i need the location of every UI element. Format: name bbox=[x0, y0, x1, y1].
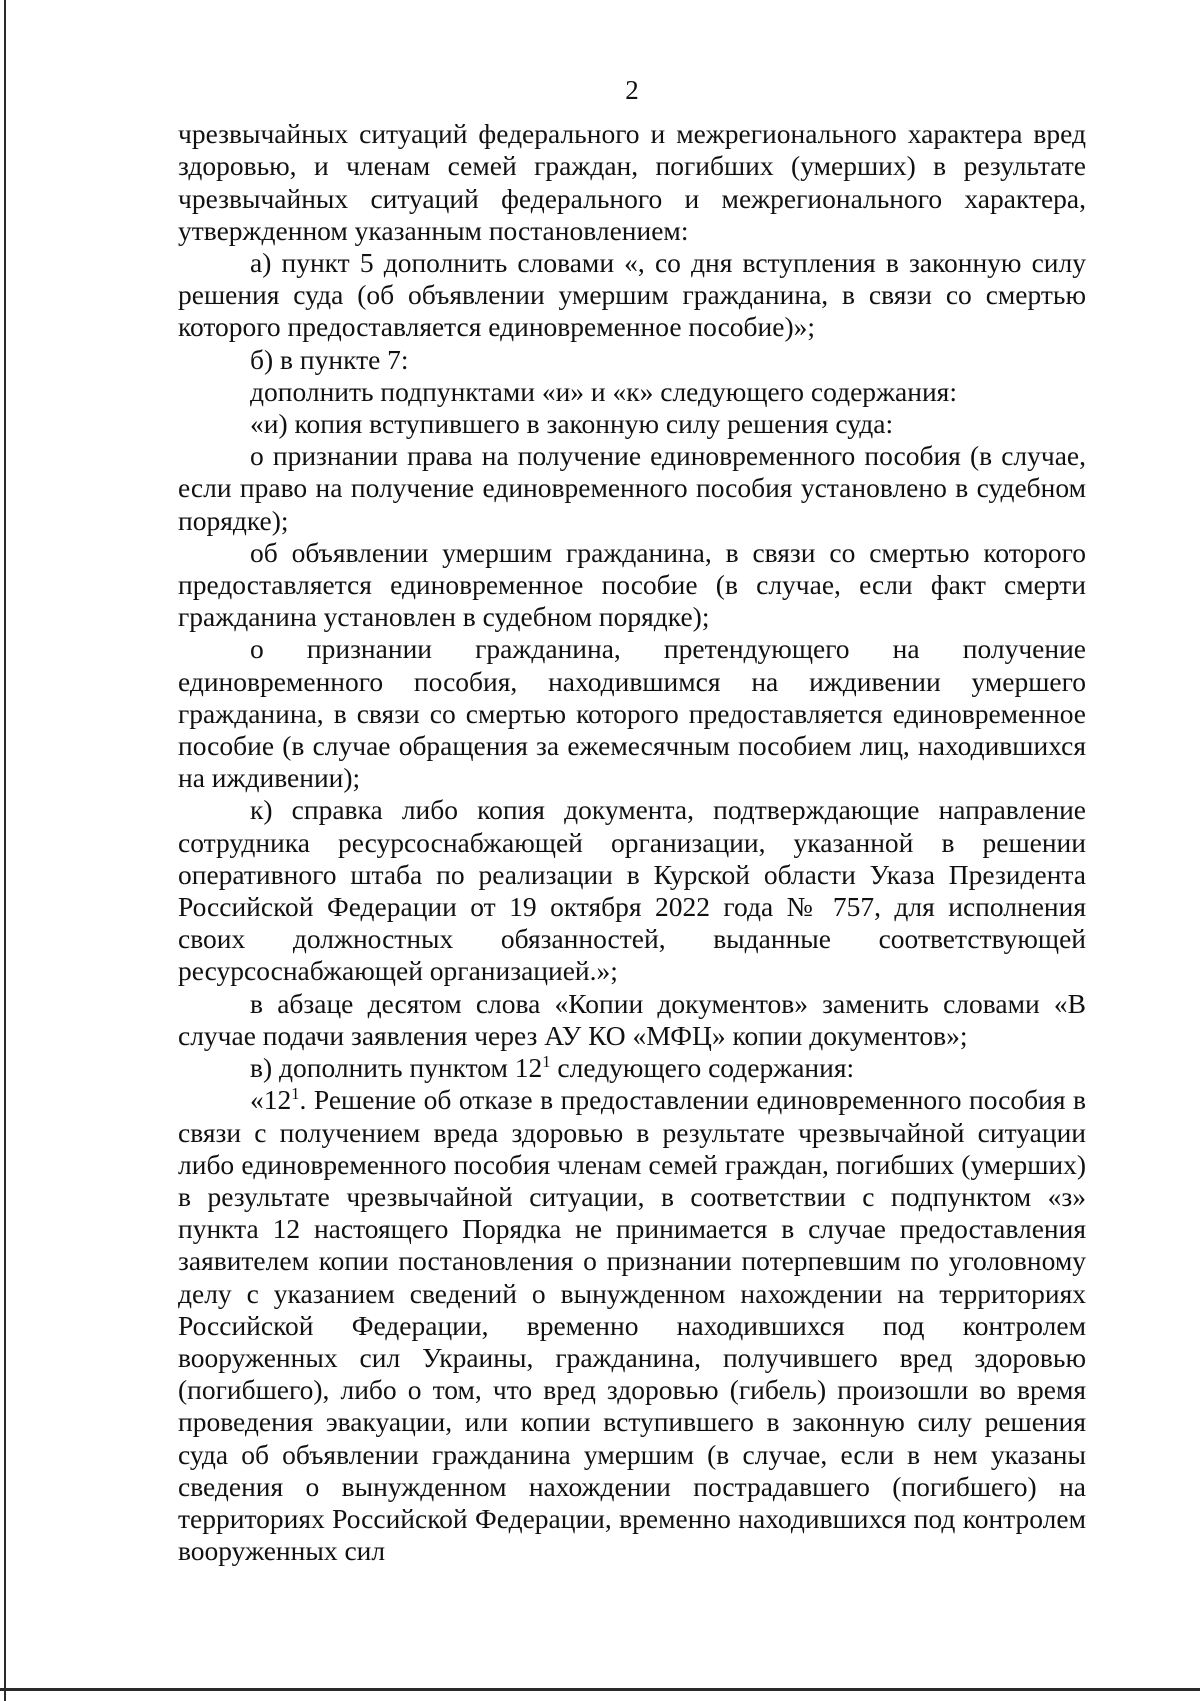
paragraph-tenth-abzac: в абзаце десятом слова «Копии документов» заменить словами «В случае подачи заявления через АУ КО «МФЦ» копии документов»; bbox=[178, 987, 1086, 1051]
paragraph-subitem-k: к) справка либо копия документа, подтверждающие направление сотрудника ресурсоснабжающей организации, указанной в решении оперативного штаба по реализации в Курской области Указа Президента Российской Федерации от 19 октября 2022 года № 757, для исполнения своих должностных обязанностей, выданные соответствующей ресурсоснабжающей организацией.»; bbox=[178, 794, 1086, 987]
paragraph-subitem-i: «и) копия вступившего в законную силу решения суда: bbox=[250, 408, 894, 440]
page-edge-bottom bbox=[0, 1688, 1200, 1691]
item-12-1-text: . Решение об отказе в предоставлении единовременного пособия в связи с получением вреда здоровью в результате чрезвычайной ситуации либо единовременного пособия членам семей граждан, погибших (умерших) в результате чрезвычайной ситуации, в соответствии с подпунктом «з» пункта 12 настоящего Порядка не принимается в случае предоставления заявителем копии постановления о признании потерпевшим по уголовному делу с указанием сведений о вынужденном нахождении на территориях Российской Федерации, временно находившихся под контролем вооруженных сил Украины, гражданина, получившего вред здоровью (погибшего), либо о том, что вред здоровью (гибель) произошли во время проведения эвакуации, или копии вступившего в законную силу решения суда об объявлении гражданина умершим (в случае, если в нем указаны сведения о вынужденном нахождении пострадавшего (погибшего) на территориях Российской Федерации, временно находившихся под контролем вооруженных сил bbox=[178, 1084, 1086, 1567]
paragraph-0: чрезвычайных ситуаций федерального и межрегионального характера вред здоровью, и членам семей граждан, погибших (умерших) в результате чрезвычайных ситуаций федерального и межрегионального характера, утвержденном указанным постановлением: bbox=[178, 118, 1086, 246]
paragraph-amendment-v bbox=[178, 1052, 1086, 1084]
paragraph-amendment-a: а) пункт 5 дополнить словами «, со дня вступления в законную силу решения суда (об объявлении умершим гражданина, в связи со смертью которого предоставляется единовременное пособие)»; bbox=[178, 247, 1086, 343]
paragraph-add-subitems: дополнить подпунктами «и» и «к» следующего содержания: bbox=[250, 375, 957, 407]
amendment-v-superscript: 1 bbox=[542, 1051, 551, 1071]
page-edge-left bbox=[4, 0, 6, 1701]
amendment-v-text-end: следующего содержания: bbox=[550, 1052, 855, 1084]
item-12-1-number: «12 bbox=[250, 1084, 292, 1116]
paragraph-declared-dead: об объявлении умершим гражданина, в связи со смертью которого предоставляется единовременное пособие (в случае, если факт смерти гражданина установлен в судебном порядке); bbox=[178, 536, 1086, 633]
amendment-v-text: в) дополнить пунктом 12 bbox=[250, 1052, 543, 1084]
paragraph-right-recognition: о признании права на получение единовременного пособия (в случае, если право на получение единовременного пособия установлено в судебном порядке); bbox=[178, 440, 1086, 536]
paragraph-amendment-b: б) в пункте 7: bbox=[250, 343, 409, 375]
item-12-1-superscript: 1 bbox=[291, 1084, 300, 1104]
paragraph-dependent: о признании гражданина, претендующего на получение единовременного пособия, находившимся на иждивении умершего гражданина, в связи со смертью которого предоставляется единовременное пособие (в случае обращения за ежемесячным пособием лиц, находившихся на иждивении); bbox=[178, 633, 1086, 794]
page-number: 2 bbox=[625, 75, 639, 105]
document-body bbox=[178, 74, 1086, 1567]
paragraph-item-12-1 bbox=[178, 1084, 1086, 1567]
